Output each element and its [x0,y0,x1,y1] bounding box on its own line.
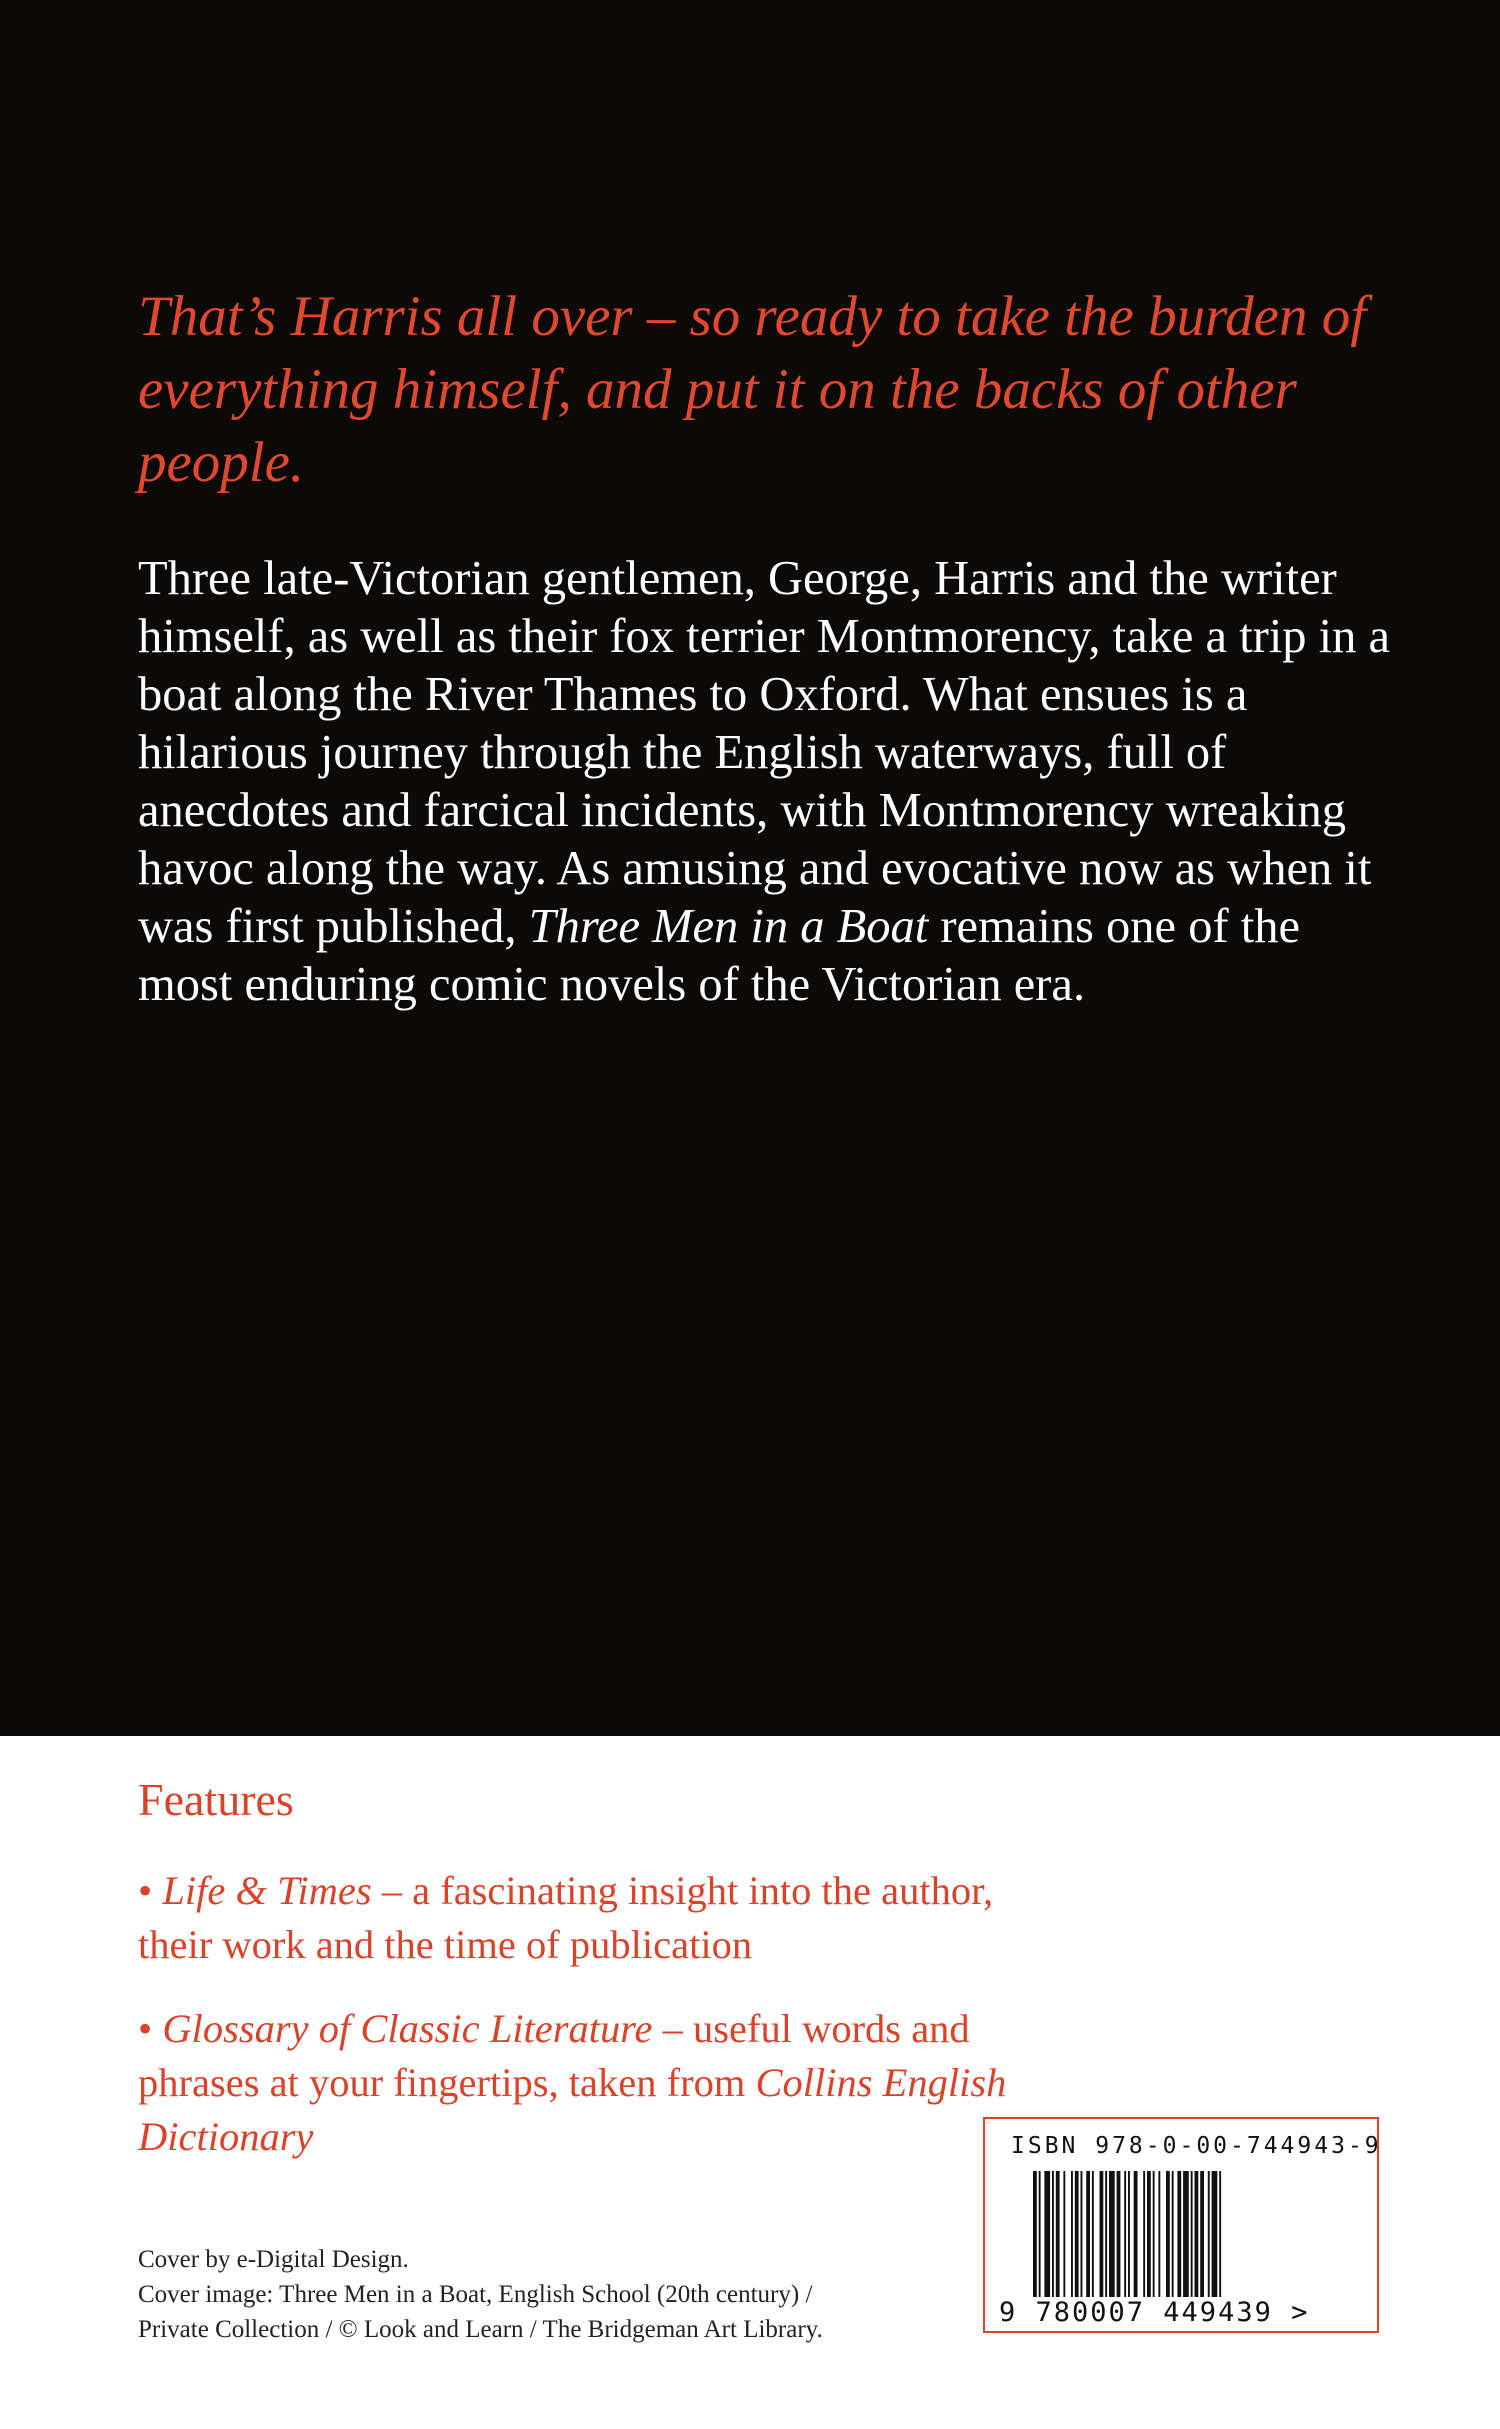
feature-text: – a fascinating insight into the author, their work and the time of publication [138,1868,994,1967]
blurb-part2: remains one of the most enduring comic novels of the Victorian era. [138,900,1300,1011]
book-blurb [138,550,1400,1014]
bullet: • [138,2006,153,2051]
feature-item-glossary [138,2002,1018,2164]
credit-line: Cover image: Three Men in a Boat, English School (20th century) / [138,2281,813,2308]
cover-credits [138,2242,1038,2347]
features-heading: Features [138,1774,294,1825]
blurb-part1: Three late-Victorian gentlemen, George, Harris and the writer himself, as well as their fox terrier Montmorency, take a trip in a boat along the River Thames to Oxford. What ensues is a hilarious journey through the English waterways, full of anecdotes and farcical incidents, with Montmorency wreaking havoc along the way. As amusing and evocative now as when it was first published, [138,552,1391,953]
blurb-book-title: Three Men in a Boat [528,900,929,953]
barcode-box [983,2117,1382,2333]
feature-name: Life & Times [162,1868,372,1913]
barcode-icon [1033,2171,1313,2299]
credit-line: Cover by e-Digital Design. [138,2246,409,2273]
pull-quote: That’s Harris all over – so ready to take the burden of everything himself, and put it on the backs of other people. [138,285,1367,494]
barcode-digits: 9 780007 449439 > [999,2297,1310,2328]
feature-item-life-times [138,1864,1018,1972]
feature-text: – useful words and phrases at your fingertips, taken from [138,2006,970,2105]
isbn-label: ISBN 978-0-00-744943-9 [1011,2133,1382,2159]
credit-line: Private Collection / © Look and Learn / The Bridgeman Art Library. [138,2316,823,2343]
bullet: • [138,1868,153,1913]
feature-name: Glossary of Classic Literature [162,2006,653,2051]
feature-source: Collins English Dictionary [138,2060,1007,2159]
